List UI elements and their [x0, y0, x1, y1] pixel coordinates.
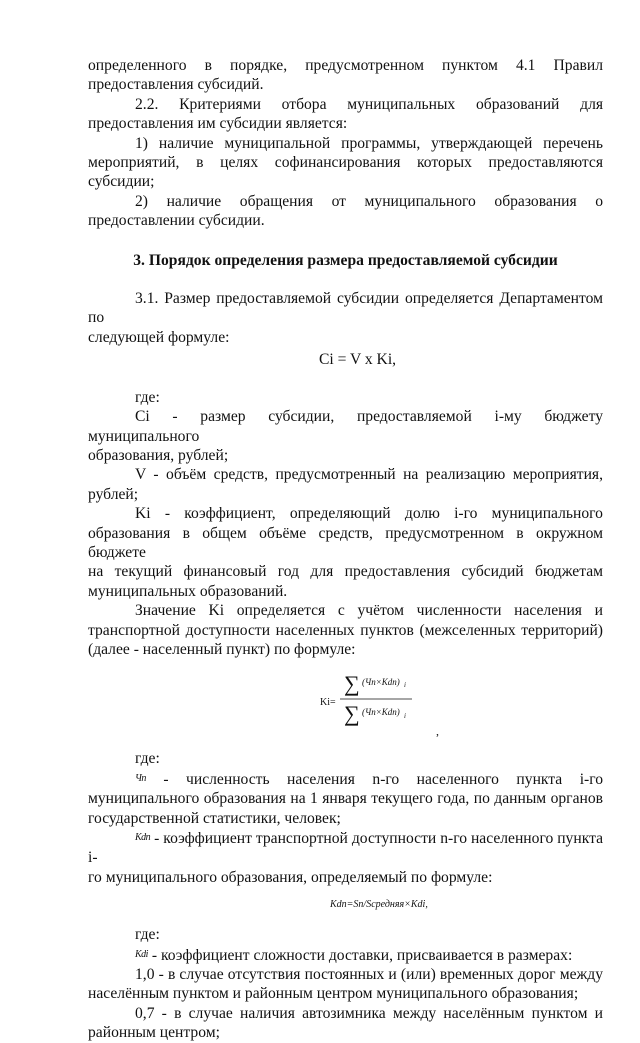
word: о: [595, 192, 604, 210]
word: i-го: [454, 505, 478, 523]
coefficient-0-7: 0,7 - в случае наличия автозимника между населённым пунктом и: [135, 1004, 603, 1022]
word: населения: [287, 770, 355, 788]
criteria-item-2: [88, 192, 603, 211]
paragraph-3-1: 3.1. Размер предоставляемой субсидии определяется Департаментом по: [88, 290, 603, 327]
paragraph-line: предоставления субсидий.: [88, 76, 264, 94]
paragraph-line: муниципального образования на 1 января текущего года, по данным органов: [88, 790, 603, 808]
paragraph-line: муниципальных образований.: [88, 582, 288, 600]
word: в: [204, 57, 212, 74]
word: 2.2.: [135, 95, 159, 113]
formula-kdn-graphic: [330, 887, 480, 917]
paragraph-line: образования, рублей;: [88, 446, 229, 464]
formula-ki-graphic: [320, 661, 500, 737]
word: пункта: [516, 770, 563, 788]
word: обращения: [239, 192, 314, 210]
kdn-text: - коэффициент транспортной доступности n-го населенного пункта i-: [88, 830, 603, 867]
word: муниципальных: [347, 95, 456, 113]
paragraph-line: следующей формуле:: [88, 328, 230, 346]
paragraph-line: населённым пунктом и районным центром муниципального образования;: [88, 985, 579, 1003]
definition-ki: [88, 504, 603, 523]
word: муниципального: [364, 192, 476, 210]
sum-symbol: ∑: [344, 671, 360, 697]
formula-ki: [88, 661, 603, 737]
word: для: [580, 95, 604, 113]
formula-ki-lhs: Ki=: [320, 697, 336, 709]
word: -: [163, 770, 169, 788]
paragraph-line: рублей;: [88, 485, 139, 503]
formula-ki-denominator: (Чn×Kdn): [362, 707, 400, 718]
word: муниципального: [491, 505, 603, 523]
word: образований: [475, 95, 560, 113]
word: 2): [135, 192, 148, 210]
word: образования: [494, 192, 577, 210]
formula-ci: Ci = V x Ki,: [318, 351, 397, 369]
word: предусмотренном: [305, 57, 424, 74]
formula-kdn-text: Kdn=Sn/Sсредняя×Kdi,: [330, 899, 428, 911]
definition-chn: [88, 769, 603, 789]
word: определенного: [88, 57, 187, 74]
word: Ki: [135, 505, 151, 523]
word: численность: [186, 770, 270, 788]
where-label: где:: [135, 388, 160, 406]
word: долю: [404, 505, 440, 523]
word: от: [331, 192, 346, 210]
chn-symbol: Чn: [135, 772, 146, 784]
sum-symbol: ∑: [344, 701, 360, 727]
paragraph-line: [88, 56, 603, 75]
formula-ki-den-sub: i: [404, 712, 406, 721]
where-label: где:: [135, 926, 160, 944]
kdn-symbol: Kdn: [135, 832, 151, 843]
word: населенного: [416, 770, 499, 788]
paragraph-line: транспортной доступности населенных пунктов (межселенных территорий): [88, 621, 603, 639]
formula-ki-num-sub: i: [404, 681, 406, 690]
paragraph-2-2: [88, 95, 603, 114]
word: коэффициент,: [184, 505, 276, 523]
section-heading: 3. Порядок определения размера предоставляемой субсидии: [133, 251, 558, 269]
word: n-го: [372, 770, 400, 788]
paragraph-line: мероприятий, в целях софинансирования которых предоставляются субсидии;: [88, 154, 603, 191]
paragraph-line: го муниципального образования, определяемый по формуле:: [88, 868, 493, 886]
definition-v: V - объём средств, предусмотренный на реализацию мероприятия,: [135, 466, 603, 484]
word: наличие: [166, 192, 222, 210]
word: порядке,: [230, 57, 288, 74]
paragraph-line: на текущий финансовый год для предоставления субсидий бюджетам: [88, 563, 603, 581]
word: -: [164, 505, 171, 523]
word: пунктом: [442, 57, 498, 74]
coefficient-1-0: 1,0 - в случае отсутствия постоянных и (или) временных дорог между: [135, 966, 603, 984]
word: отбора: [281, 95, 327, 113]
paragraph-line: предоставлении субсидии.: [88, 212, 265, 230]
paragraph-line: (далее - населенный пункт) по формуле:: [88, 640, 356, 658]
definition-kdi: [88, 945, 603, 965]
definition-ci: Ci - размер субсидии, предоставляемой i-му бюджету муниципального: [88, 408, 603, 445]
criteria-item-1: 1) наличие муниципальной программы, утверждающей перечень: [135, 134, 603, 152]
word: 4.1: [515, 57, 536, 74]
definition-kdn: [88, 828, 603, 868]
paragraph-line: предоставления им субсидии является:: [88, 115, 348, 133]
word: определяющий: [289, 505, 391, 523]
word: i-го: [579, 770, 604, 788]
paragraph-ki-value: Значение Ki определяется с учётом численности населения и: [135, 602, 603, 620]
formula-ki-comma: ,: [436, 724, 439, 738]
word: Критериями: [179, 95, 261, 113]
paragraph-line: образования в общем объёме средств, предусмотренном в окружном бюджете: [88, 524, 603, 561]
formula-kdn: [88, 887, 603, 917]
kdi-symbol: Kdi: [135, 948, 148, 960]
paragraph-line: районным центром;: [88, 1024, 220, 1042]
paragraph-line: государственной статистики, человек;: [88, 809, 341, 827]
word: Правил: [553, 57, 603, 74]
kdi-text: - коэффициент сложности доставки, присваивается в размерах:: [151, 946, 573, 964]
document-page: [88, 56, 603, 1043]
formula-ki-numerator: (Чn×Kdn): [362, 677, 400, 688]
where-label: где:: [135, 750, 160, 768]
